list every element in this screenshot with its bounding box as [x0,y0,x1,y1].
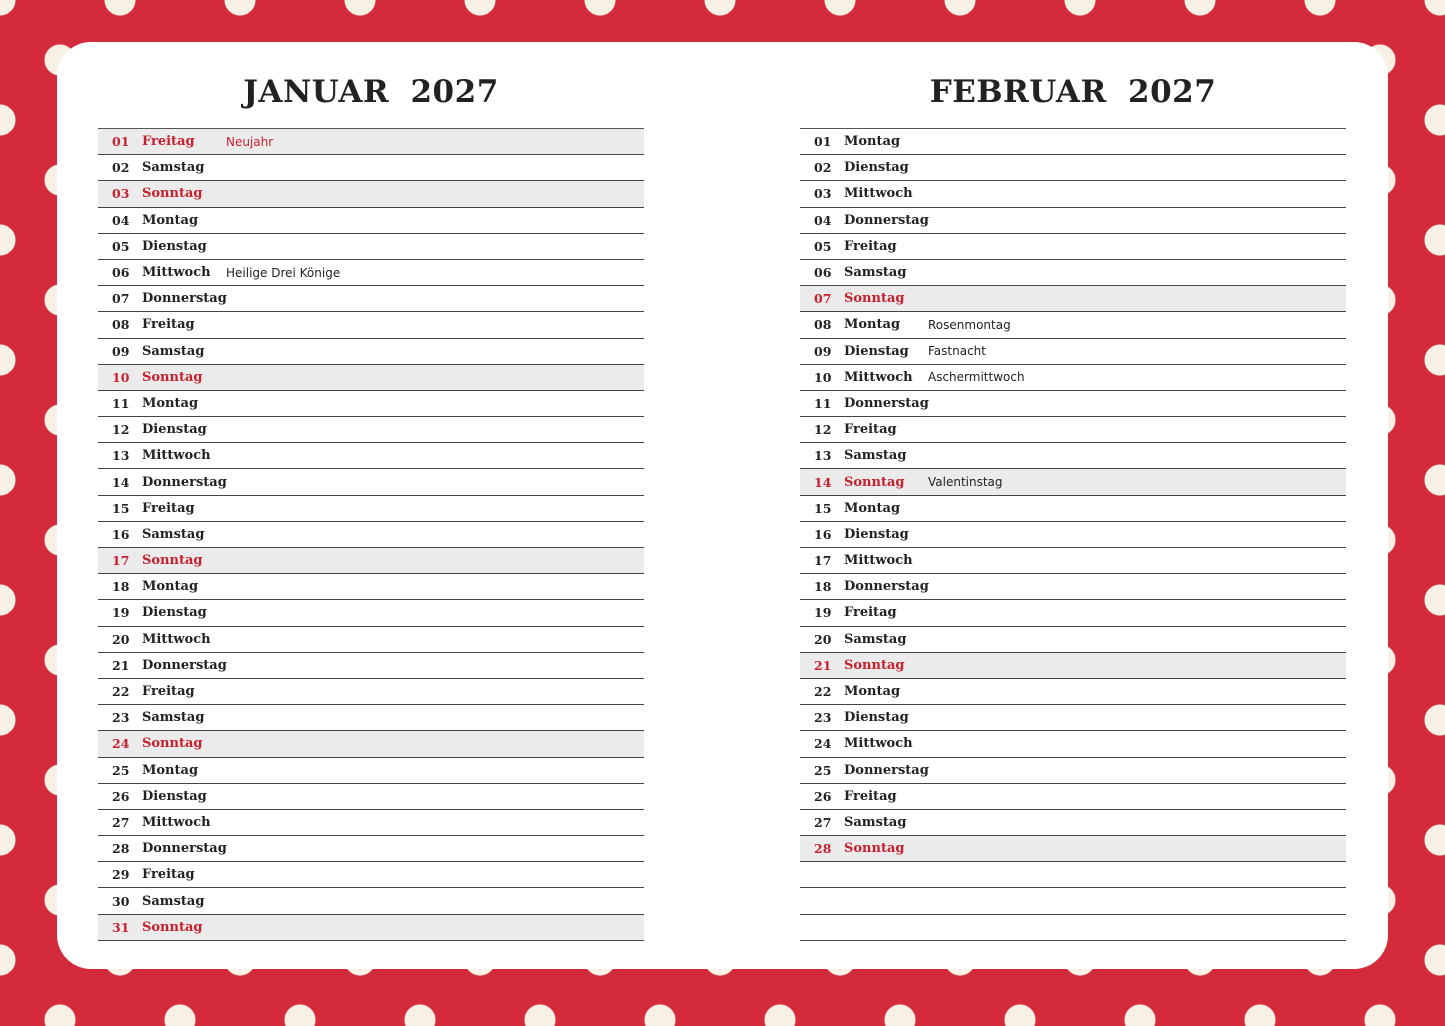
weekday-name: Dienstag [844,710,909,726]
day-row[interactable] [800,391,1346,417]
weekday-name: Dienstag [844,343,909,359]
weekday-name: Montag [142,212,199,228]
day-number: 14 [112,474,130,490]
day-row[interactable] [800,496,1346,522]
holiday-note: Heilige Drei Könige [226,265,341,280]
weekday-name: Dienstag [844,526,909,542]
day-number: 04 [112,212,130,228]
weekday-name: Sonntag [142,369,203,385]
day-row[interactable] [800,548,1346,574]
weekday-name: Freitag [844,238,897,254]
day-number: 15 [814,500,832,516]
weekday-name: Donnerstag [142,474,227,490]
day-row[interactable] [800,181,1346,207]
weekday-name: Sonntag [844,841,905,857]
day-number: 20 [814,631,832,647]
day-row[interactable] [98,155,644,181]
day-row[interactable] [98,443,644,469]
weekday-name: Montag [142,579,199,595]
day-number: 17 [814,553,832,569]
weekday-name: Montag [844,134,901,150]
weekday-name: Freitag [142,500,195,516]
day-number: 20 [112,631,130,647]
weekday-name: Sonntag [142,919,203,935]
day-number: 19 [112,605,130,621]
day-number: 13 [112,448,130,464]
holiday-note: Aschermittwoch [928,370,1025,385]
day-number: 04 [814,212,832,228]
day-number: 17 [112,553,130,569]
holiday-note: Fastnacht [928,344,986,359]
day-number: 24 [112,736,130,752]
day-number: 15 [112,500,130,516]
weekday-name: Samstag [844,814,907,830]
day-number: 28 [814,841,832,857]
day-number: 27 [112,814,130,830]
weekday-name: Dienstag [142,788,207,804]
weekday-name: Montag [142,762,199,778]
day-number: 19 [814,605,832,621]
weekday-name: Mittwoch [844,736,913,752]
day-row[interactable] [800,208,1346,234]
day-row[interactable] [98,548,644,574]
day-number: 01 [112,134,130,150]
day-row[interactable] [800,758,1346,784]
day-number: 14 [814,474,832,490]
day-row[interactable] [800,574,1346,600]
day-list-january [98,128,644,941]
holiday-note: Rosenmontag [928,317,1011,332]
weekday-name: Sonntag [844,474,905,490]
day-row[interactable] [98,888,644,914]
day-number: 23 [814,710,832,726]
day-number: 22 [112,684,130,700]
day-number: 06 [112,265,130,281]
day-number: 09 [814,343,832,359]
day-row[interactable] [98,208,644,234]
day-row[interactable] [800,260,1346,286]
weekday-name: Mittwoch [844,369,913,385]
day-row[interactable] [800,836,1346,862]
day-row[interactable] [98,286,644,312]
day-number: 10 [112,369,130,385]
day-row[interactable] [800,810,1346,836]
month-january [98,42,644,941]
day-number: 25 [814,762,832,778]
weekday-name: Donnerstag [844,762,929,778]
day-row[interactable] [98,391,644,417]
weekday-name: Donnerstag [142,291,227,307]
weekday-name: Donnerstag [844,579,929,595]
weekday-name: Samstag [142,526,205,542]
day-number: 10 [814,369,832,385]
day-number: 08 [112,317,130,333]
weekday-name: Sonntag [142,186,203,202]
day-number: 02 [814,160,832,176]
day-row[interactable] [800,522,1346,548]
day-row[interactable] [98,496,644,522]
day-row[interactable] [800,286,1346,312]
day-number: 16 [814,526,832,542]
day-row[interactable] [98,784,644,810]
day-number: 26 [112,788,130,804]
day-row[interactable] [98,627,644,653]
day-row[interactable] [800,155,1346,181]
empty-row [800,888,1346,914]
weekday-name: Mittwoch [844,186,913,202]
day-number: 31 [112,919,130,935]
weekday-name: Sonntag [142,736,203,752]
day-number: 03 [814,186,832,202]
day-row[interactable] [98,810,644,836]
day-row[interactable] [98,653,644,679]
day-row[interactable] [800,731,1346,757]
weekday-name: Mittwoch [142,448,211,464]
day-row[interactable] [98,339,644,365]
weekday-name: Dienstag [844,160,909,176]
day-row[interactable] [98,679,644,705]
day-row[interactable] [98,705,644,731]
day-number: 03 [112,186,130,202]
day-number: 02 [112,160,130,176]
day-row[interactable] [800,705,1346,731]
weekday-name: Montag [844,684,901,700]
day-number: 23 [112,710,130,726]
day-number: 21 [112,657,130,673]
day-number: 01 [814,134,832,150]
day-number: 18 [814,579,832,595]
weekday-name: Montag [844,317,901,333]
holiday-note: Valentinstag [928,475,1003,490]
day-row[interactable] [98,417,644,443]
day-number: 29 [112,867,130,883]
calendar-card [57,42,1388,969]
weekday-name: Sonntag [844,657,905,673]
day-row[interactable] [800,339,1346,365]
weekday-name: Samstag [142,710,205,726]
empty-row [800,915,1346,941]
weekday-name: Samstag [844,448,907,464]
day-number: 24 [814,736,832,752]
day-row[interactable] [800,679,1346,705]
weekday-name: Dienstag [142,422,207,438]
day-number: 05 [814,238,832,254]
weekday-name: Freitag [844,605,897,621]
weekday-name: Donnerstag [142,657,227,673]
weekday-name: Donnerstag [142,841,227,857]
day-number: 26 [814,788,832,804]
day-row[interactable] [98,758,644,784]
day-row[interactable] [98,312,644,338]
day-number: 28 [112,841,130,857]
day-row[interactable] [98,836,644,862]
day-row[interactable] [98,522,644,548]
day-number: 27 [814,814,832,830]
day-number: 07 [112,291,130,307]
holiday-note: Neujahr [226,134,274,149]
day-row[interactable] [98,862,644,888]
day-row[interactable] [98,234,644,260]
day-row[interactable] [800,653,1346,679]
day-number: 12 [112,422,130,438]
weekday-name: Dienstag [142,238,207,254]
weekday-name: Montag [142,395,199,411]
weekday-name: Donnerstag [844,395,929,411]
day-row[interactable] [98,600,644,626]
day-number: 16 [112,526,130,542]
weekday-name: Samstag [142,160,205,176]
weekday-name: Samstag [844,265,907,281]
weekday-name: Freitag [844,422,897,438]
day-row[interactable] [98,731,644,757]
weekday-name: Freitag [142,867,195,883]
day-row[interactable] [98,915,644,941]
day-number: 05 [112,238,130,254]
day-row[interactable] [800,784,1346,810]
weekday-name: Mittwoch [844,553,913,569]
day-row[interactable] [800,234,1346,260]
weekday-name: Freitag [142,317,195,333]
day-row[interactable] [800,129,1346,155]
weekday-name: Sonntag [844,291,905,307]
weekday-name: Samstag [142,343,205,359]
day-row[interactable] [800,417,1346,443]
day-row[interactable] [98,181,644,207]
day-number: 08 [814,317,832,333]
day-number: 12 [814,422,832,438]
day-row[interactable] [800,627,1346,653]
month-title-january: JANUAR 2027 [243,74,499,110]
day-row[interactable] [98,129,644,155]
weekday-name: Dienstag [142,605,207,621]
day-number: 11 [112,395,130,411]
month-title-february: FEBRUAR 2027 [929,74,1217,110]
day-number: 09 [112,343,130,359]
weekday-name: Mittwoch [142,814,211,830]
month-february [800,42,1346,941]
day-number: 30 [112,893,130,909]
weekday-name: Samstag [142,893,205,909]
day-number: 13 [814,448,832,464]
weekday-name: Freitag [844,788,897,804]
day-number: 18 [112,579,130,595]
weekday-name: Donnerstag [844,212,929,228]
day-number: 25 [112,762,130,778]
weekday-name: Freitag [142,684,195,700]
empty-row [800,862,1346,888]
weekday-name: Freitag [142,134,195,150]
day-row[interactable] [800,312,1346,338]
day-row[interactable] [98,469,644,495]
day-row[interactable] [800,600,1346,626]
weekday-name: Montag [844,500,901,516]
day-row[interactable] [98,260,644,286]
day-list-february [800,128,1346,941]
day-row[interactable] [800,469,1346,495]
day-row[interactable] [98,365,644,391]
weekday-name: Samstag [844,631,907,647]
weekday-name: Sonntag [142,553,203,569]
day-row[interactable] [98,574,644,600]
weekday-name: Mittwoch [142,631,211,647]
day-row[interactable] [800,443,1346,469]
day-number: 21 [814,657,832,673]
day-number: 06 [814,265,832,281]
day-number: 22 [814,684,832,700]
day-number: 07 [814,291,832,307]
day-number: 11 [814,395,832,411]
day-row[interactable] [800,365,1346,391]
weekday-name: Mittwoch [142,265,211,281]
